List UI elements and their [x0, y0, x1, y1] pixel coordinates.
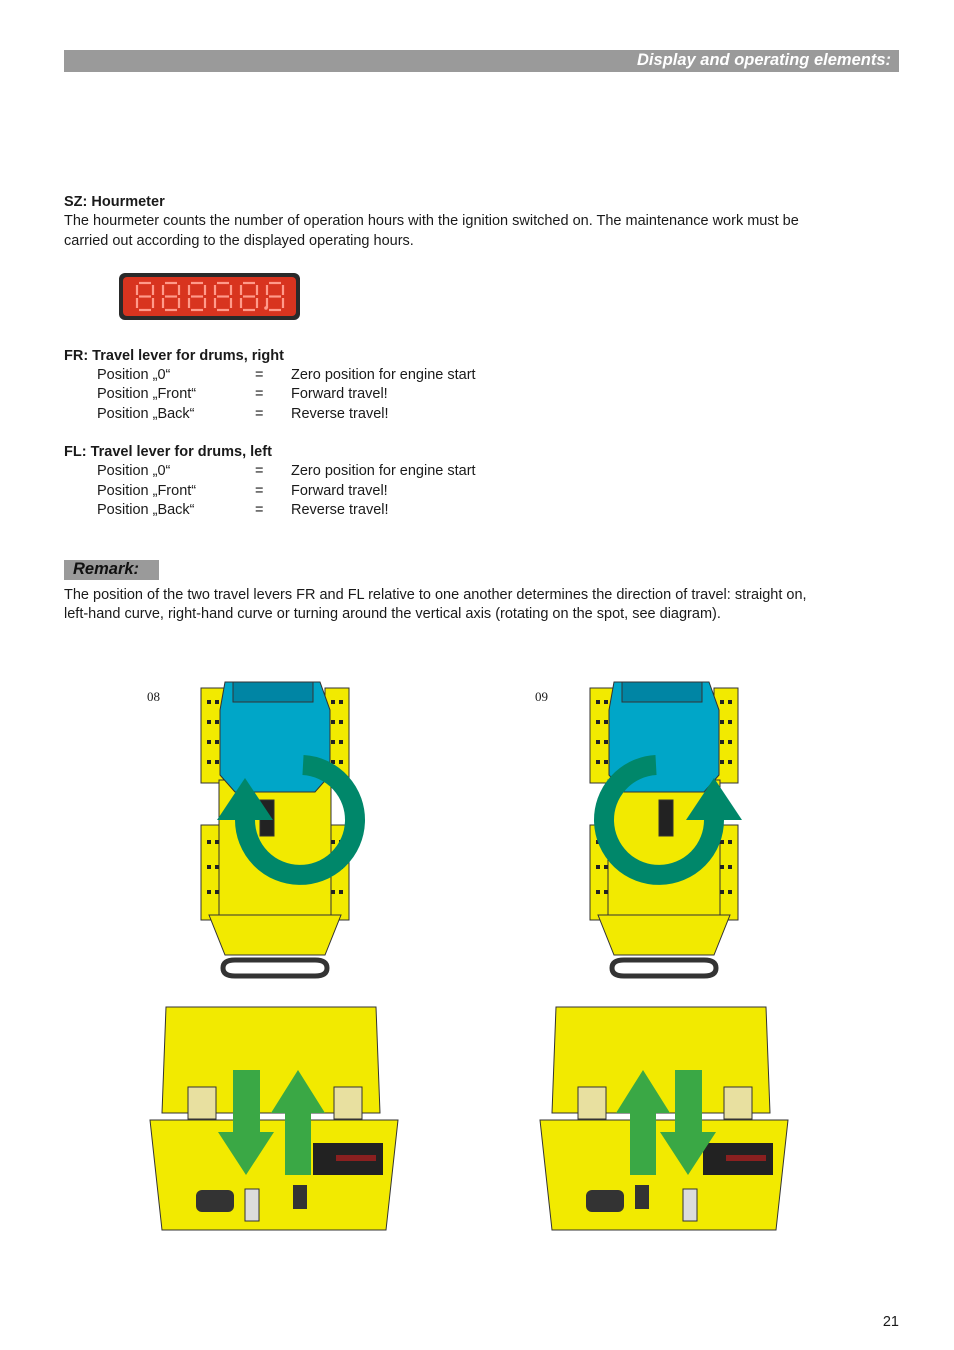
- fr-row-3-eq: =: [255, 406, 264, 422]
- figure-08-label: 08: [147, 689, 160, 704]
- fr-row-2-position: Position „Front“: [97, 386, 197, 402]
- remark-text-2: left-hand curve, right-hand curve or turning around the vertical axis (rotating on the spot, see diagram).: [64, 606, 721, 622]
- hourmeter-text-2: carried out according to the displayed operating hours.: [64, 233, 414, 249]
- fr-row-1-eq: =: [255, 367, 264, 383]
- fr-row-2-meaning: Forward travel!: [291, 386, 388, 402]
- fr-row-3-position: Position „Back“: [97, 406, 195, 422]
- figure-09-lever-panel: [538, 1005, 790, 1235]
- fl-row-3-eq: =: [255, 502, 264, 518]
- fr-row-2-eq: =: [255, 386, 264, 402]
- hourmeter-heading: SZ: Hourmeter: [64, 194, 165, 210]
- figure-09-label: 09: [535, 689, 548, 704]
- fl-row-3-position: Position „Back“: [97, 502, 195, 518]
- figure-08-machine-top-view: [195, 680, 355, 980]
- fr-row-1-meaning: Zero position for engine start: [291, 367, 476, 383]
- header-bar: [64, 50, 899, 72]
- fl-row-1-eq: =: [255, 463, 264, 479]
- figure-08-lever-panel: [148, 1005, 400, 1235]
- fl-row-2-position: Position „Front“: [97, 483, 197, 499]
- fr-heading: FR: Travel lever for drums, right: [64, 348, 284, 364]
- remark-text-1: The position of the two travel levers FR and FL relative to one another determines the direction of travel: straight on,: [64, 587, 807, 603]
- fl-row-1-position: Position „0“: [97, 463, 171, 479]
- hourmeter-display: [119, 273, 300, 320]
- page-number: 21: [882, 1314, 899, 1330]
- remark-label-box: [64, 560, 159, 580]
- fl-row-2-eq: =: [255, 483, 264, 499]
- fl-row-2-meaning: Forward travel!: [291, 483, 388, 499]
- header-title: Display and operating elements:: [637, 51, 891, 69]
- hourmeter-text-1: The hourmeter counts the number of operation hours with the ignition switched on. The maintenance work must be: [64, 213, 799, 229]
- fr-row-3-meaning: Reverse travel!: [291, 406, 389, 422]
- remark-label: Remark:: [73, 560, 140, 578]
- fl-row-3-meaning: Reverse travel!: [291, 502, 389, 518]
- figure-09-machine-top-view: [584, 680, 744, 980]
- fr-row-1-position: Position „0“: [97, 367, 171, 383]
- fl-row-1-meaning: Zero position for engine start: [291, 463, 476, 479]
- fl-heading: FL: Travel lever for drums, left: [64, 444, 272, 460]
